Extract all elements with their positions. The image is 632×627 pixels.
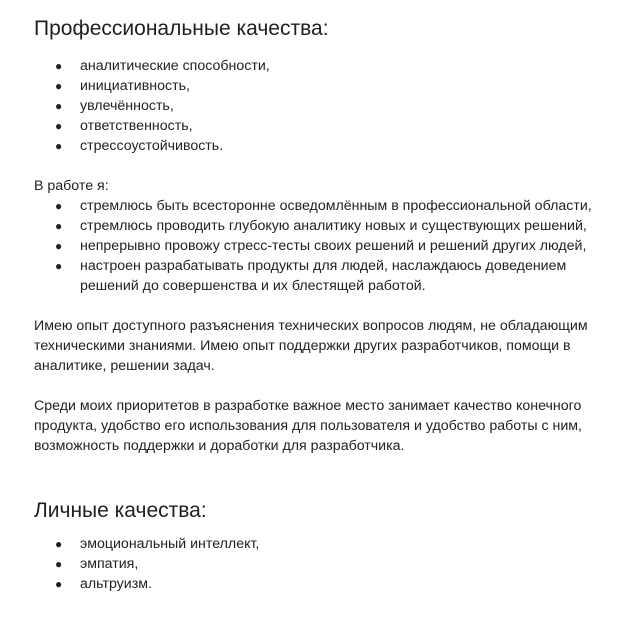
list-item-text: инициативность,: [80, 78, 190, 94]
list-item-text: непрерывно провожу стресс-тесты своих решений и решений других людей,: [80, 238, 587, 254]
list-item: [34, 534, 626, 554]
list-item: [34, 196, 626, 216]
list-item: [34, 136, 626, 156]
section-personal-qualities: [34, 496, 626, 594]
bullet-icon: ●: [55, 119, 63, 133]
list-item-text: эмоциональный интеллект,: [80, 536, 260, 552]
list-item: [34, 116, 626, 136]
document-body: [34, 14, 626, 594]
bullet-icon: ●: [55, 219, 63, 233]
list-item-text: альтруизм.: [80, 576, 152, 592]
list-item: [34, 96, 626, 116]
list-item-text: аналитические способности,: [80, 58, 270, 74]
at-work-intro: В работе я:: [34, 178, 109, 194]
list-item: [34, 574, 626, 594]
bullet-icon: ●: [55, 99, 63, 113]
bullet-icon: ●: [55, 139, 63, 153]
list-item-text: стремлюсь быть всесторонне осведомлённым в профессиональной области,: [80, 198, 592, 214]
list-professional-qualities: [34, 56, 626, 156]
bullet-icon: ●: [55, 199, 63, 213]
list-personal-qualities: [34, 534, 626, 594]
list-item-text: ответственность,: [80, 118, 193, 134]
list-item-text: стрессоустойчивость.: [80, 138, 224, 154]
bullet-icon: ●: [55, 59, 63, 73]
paragraph-priorities: Среди моих приоритетов в разработке важное место занимает качество конечного продукта, удобство его использования для пользователя и удобство работы с ним, возможность поддержки и доработки для разработчика.: [34, 398, 582, 454]
section-professional-qualities: [34, 14, 626, 156]
bullet-icon: ●: [55, 537, 63, 551]
list-item: [34, 76, 626, 96]
bullet-icon: ●: [55, 79, 63, 93]
list-item: [34, 236, 626, 256]
bullet-icon: ●: [55, 577, 63, 591]
bullet-icon: ●: [55, 557, 63, 571]
list-item: [34, 256, 626, 296]
paragraph-experience: Имею опыт доступного разъяснения технических вопросов людям, не обладающим техническими знаниями. Имею опыт поддержки других разработчиков, помощи в аналитике, решении задач.: [34, 318, 588, 374]
list-item: [34, 56, 626, 76]
heading-personal-qualities: Личные качества:: [34, 499, 207, 522]
bullet-icon: ●: [55, 239, 63, 253]
bullet-icon: ●: [55, 259, 63, 273]
list-at-work: [34, 196, 626, 296]
list-item: [34, 554, 626, 574]
heading-professional-qualities: Профессиональные качества:: [34, 17, 329, 40]
list-item-text: стремлюсь проводить глубокую аналитику новых и существующих решений,: [80, 218, 587, 234]
list-item-text: эмпатия,: [80, 556, 139, 572]
list-item-text: настроен разрабатывать продукты для людей, наслаждаюсь доведением решений до совершенства и их блестящей работой.: [80, 258, 567, 294]
list-item: [34, 216, 626, 236]
list-item-text: увлечённость,: [80, 98, 174, 114]
section-at-work: [34, 176, 626, 296]
